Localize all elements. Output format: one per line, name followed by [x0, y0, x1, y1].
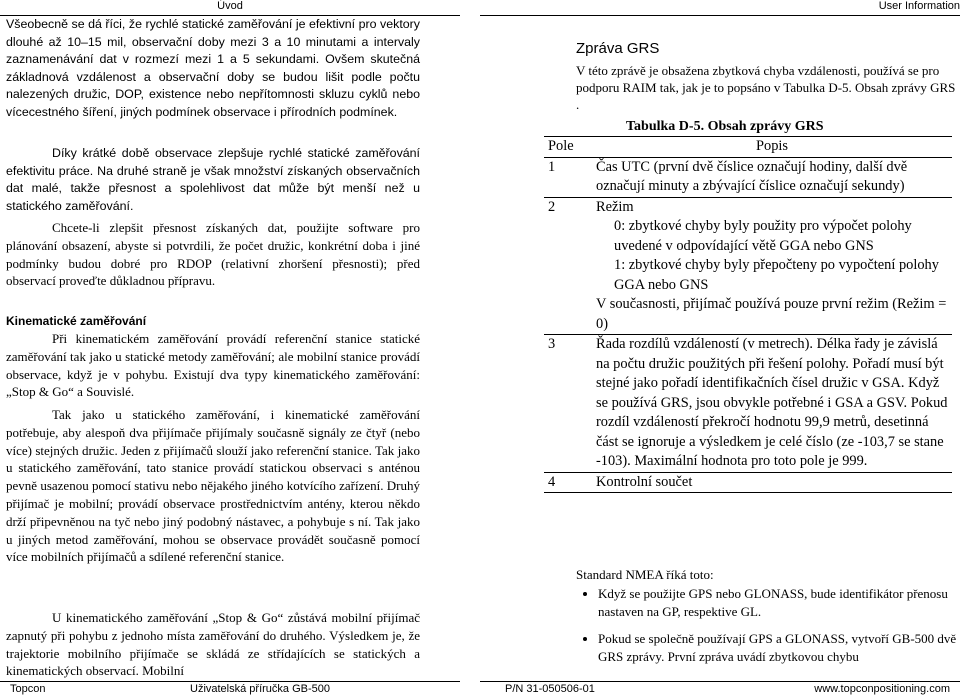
footer-brand: Topcon	[10, 683, 46, 695]
field-description: Řada rozdílů vzdáleností (v metrech). Délka řady je závislá na počtu družic použitých při řešení polohy. Pořadí musí být stejné jako pořadí identifikačních čísel družic v GSA. Když se používá GRS, jsou obvykle potřebné i GSA a GSV. Pokud rozdíl vzdáleností překročí hodnotu 99,9 metrů, desetinná část se ignoruje a výsledkem je celé číslo (ze -103,7 se stane -103). Maximální hodnota pro toto pole je 999.	[592, 335, 952, 473]
nmea-note: Standard NMEA říká toto:	[576, 567, 714, 582]
paragraph-4: Při kinematickém zaměřování provádí referenční stanice statické zaměřování tak jako u statické metody zaměřování; ale mobilní stanice provádí observace, když je v pohybu. Existují dva typy kinematického zaměřování: „Stop & Go“ a Souvislé.	[6, 331, 420, 400]
left-footer	[0, 681, 460, 696]
right-header-text: User Information	[878, 0, 960, 12]
bullet-list	[576, 585, 960, 675]
list-item: • Když se použijte GPS nebo GLONASS, bude identifikátor přenosu nastaven na GP, respektive GL.	[598, 585, 960, 620]
left-header	[0, 0, 460, 16]
section-heading: Kinematické zaměřování	[6, 314, 147, 328]
field-number: 1	[544, 157, 592, 197]
col-header-field: Pole	[544, 137, 592, 158]
paragraph-3: Chcete-li zlepšit přesnost získaných dat, použijte software pro plánování obsazení, abyste si potvrdili, že počet družic, konkrétní doba i jiné podmínky budou dobré pro RDOP (relativní zhoršení přesnosti); před observací proveďte důkladnou přípravu.	[6, 220, 420, 289]
paragraph-6: U kinematického zaměřování „Stop & Go“ zůstává mobilní přijímač zapnutý při pohybu z jednoho místa zaměřování do druhého. Výsledkem je, že trajektorie mobilního přijímače se skládá ze střídajících se statických a kinematických observací. Mobilní	[6, 610, 420, 679]
footer-manual: Uživatelská příručka GB-500	[190, 683, 330, 695]
intro-paragraph: V této zprávě je obsažena zbytková chyba vzdálenosti, používá se pro podporu RAIM tak, jak je to popsáno v Tabulka D-5. Obsah zprávy GRS .	[576, 63, 956, 112]
field-description: 0: zbytkové chyby byly použity pro výpočet polohy uvedené v odpovídající větě GGA nebo GNS	[614, 218, 912, 254]
footer-part-number: P/N 31-050506-01	[505, 683, 595, 695]
section-title: Zpráva GRS	[576, 40, 660, 57]
grs-table	[544, 136, 952, 493]
footer-website[interactable]: www.topconpositioning.com	[814, 683, 950, 695]
table-row	[544, 472, 952, 493]
table-row	[544, 197, 952, 217]
paragraph-5: Tak jako u statického zaměřování, i kinematické zaměřování potřebuje, aby alespoň dva přijímače přijímaly současně signály ze čtyř (nebo více) stejných družic. Jeden z přijímačů slouží jako referenční stanice. Tak jako u statického zaměřování, tato stanice provádí statickou observaci s anténou pevně usazenou pomocí stativu nebo nějakého jiného kotvícího zařízení. Druhý přijímač je mobilní; provádí observace prostřednictvím antény, kterou někdo drží připevněnou na tyč nebo jiný podobný nástavec, a pohybuje s ní. Tak jako u jiných metod zaměřování, mohou se observace provádět současně pomocí více mobilních přijímačů a sdílené referenční stanice.	[6, 407, 420, 565]
paragraph-1: Všeobecně se dá říci, že rychlé statické zaměřování je efektivní pro vektory dlouhé až 10–15 mil, observační doby mezi 3 a 10 minutami a intervaly zaznamenávání dat v rozmezí mezi 1 a 5 sekundami. Ovšem skutečná základnová vzdálenost a observační doby se budou lišit podle počtu nalezených družic, DOP, existence nebo nepřítomnosti skluzu cyklů nebo vícecestného šíření, jiných podmínek observace i přírodních podmínek.	[6, 17, 420, 119]
field-description: Režim	[596, 198, 634, 215]
table-row	[544, 157, 952, 197]
field-number: 2	[548, 198, 556, 215]
field-description: Kontrolní součet	[592, 472, 952, 493]
field-description: 1: zbytkové chyby byly přepočteny po vypočtení polohy GGA nebo GNS	[614, 257, 939, 293]
col-header-description: Popis	[592, 137, 952, 158]
table-row	[544, 335, 952, 473]
right-header	[480, 0, 960, 16]
left-header-text: Úvod	[217, 0, 243, 12]
field-number: 3	[544, 335, 592, 473]
paragraph-2: Díky krátké době observace zlepšuje rychlé statické zaměřování efektivitu práce. Na druhé straně je však množství získaných observačních dat malé, takže přesnost a spolehlivost dat může být menší než u statického zaměřování.	[6, 146, 420, 213]
left-page	[0, 0, 470, 696]
right-footer	[480, 681, 960, 696]
field-description: Čas UTC (první dvě číslice označují hodiny, další dvě označují minuty a zbývající číslice označují sekundy)	[592, 157, 952, 197]
list-item: • Pokud se společně používají GPS a GLONASS, vytvoří GB-500 dvě GRS zprávy. První zpráva uvádí zbytkovou chybu	[598, 630, 960, 665]
table-caption: Tabulka D-5. Obsah zprávy GRS	[626, 119, 824, 134]
field-number: 4	[544, 472, 592, 493]
right-page	[480, 0, 960, 696]
field-description: V současnosti, přijímač používá pouze první režim (Režim = 0)	[592, 295, 952, 335]
